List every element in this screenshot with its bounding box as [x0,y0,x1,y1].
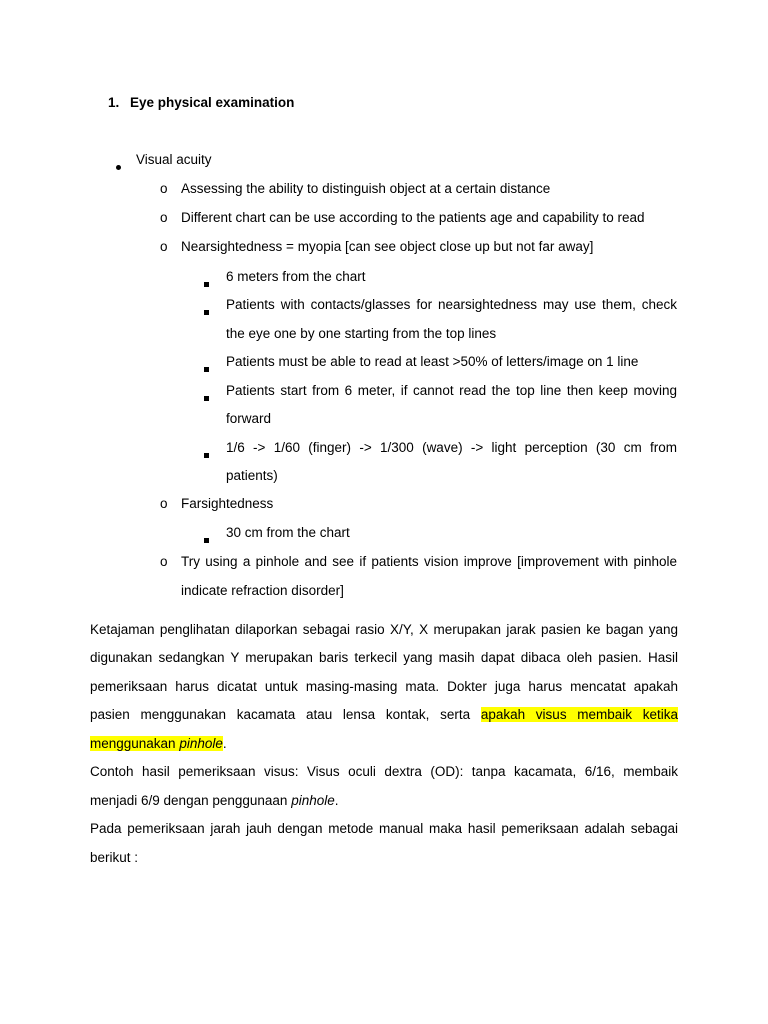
sentence-period: . [222,736,227,751]
list-item-different-chart: Different chart can be use according to the patients age and capability to read [181,210,645,225]
bullet-square [204,302,209,320]
paragraph1-line5 [90,735,227,753]
list-item-pinhole-line2: indicate refraction disorder] [181,583,344,598]
paragraph1-line4 [90,706,678,724]
paragraph3-line1: Pada pemeriksaan jarah jauh dengan metode manual maka hasil pemeriksaan adalah sebagai [90,821,678,836]
bullet-square [204,274,209,292]
section-heading: Eye physical examination [130,95,295,110]
paragraph2-line2 [90,792,339,810]
list-item-farsightedness: Farsightedness [181,496,274,511]
highlighted-text-continued [90,736,223,751]
bullet-square [204,359,209,377]
section-number: 1. [108,95,120,110]
paragraph3-line2: berikut : [90,850,139,865]
bullet-square [204,388,209,406]
bullet-square [204,445,209,463]
highlighted-text: apakah visus membaik ketika [480,707,678,722]
list-item-near-1: 6 meters from the chart [226,269,366,284]
list-item-near-2-line2: the eye one by one starting from the top lines [226,326,497,341]
list-item-near-5-line2: patients) [226,468,278,483]
paragraph1-line4-text: pasien menggunakan kacamata atau lensa kontak, serta [90,707,471,722]
bullet-circle: o [160,181,168,196]
list-item-visual-acuity: Visual acuity [136,152,212,167]
bullet-circle: o [160,496,168,511]
bullet-circle: o [160,554,168,569]
list-item-far-1: 30 cm from the chart [226,525,350,540]
paragraph2-line2-text: menjadi 6/9 dengan penggunaan [90,793,288,808]
list-item-near-2-line1: Patients with contacts/glasses for nearsightedness may use them, check [226,297,677,312]
paragraph1-line2: digunakan sedangkan Y merupakan baris terkecil yang masih dapat dibaca oleh pasien. Hasil [90,650,678,665]
list-item-near-5-line1: 1/6 -> 1/60 (finger) -> 1/300 (wave) -> light perception (30 cm from [226,440,677,455]
paragraph1-line3: pemeriksaan harus dicatat untuk masing-masing mata. Dokter juga harus mencatat apakah [90,679,678,694]
sentence-period: . [334,793,339,808]
paragraph1-line1: Ketajaman penglihatan dilaporkan sebagai rasio X/Y, X merupakan jarak pasien ke bagan yang [90,622,678,637]
list-item-assess: Assessing the ability to distinguish object at a certain distance [181,181,551,196]
italic-term-pinhole: pinhole [179,736,223,751]
paragraph2-line1: Contoh hasil pemeriksaan visus: Visus oculi dextra (OD): tanpa kacamata, 6/16, membaik [90,764,678,779]
list-item-near-4-line2: forward [226,411,272,426]
list-item-near-3: Patients must be able to read at least >50% of letters/image on 1 line [226,354,639,369]
list-item-nearsightedness: Nearsightedness = myopia [can see object close up but not far away] [181,239,594,254]
bullet-circle: o [160,210,168,225]
list-item-pinhole-line1: Try using a pinhole and see if patients vision improve [improvement with pinhole [181,554,677,569]
italic-term-pinhole: pinhole [291,793,335,808]
list-item-near-4-line1: Patients start from 6 meter, if cannot read the top line then keep moving [226,383,677,398]
bullet-square [204,530,209,548]
bullet-circle: o [160,239,168,254]
bullet-dot [116,157,121,175]
highlighted-word: menggunakan [90,736,176,751]
